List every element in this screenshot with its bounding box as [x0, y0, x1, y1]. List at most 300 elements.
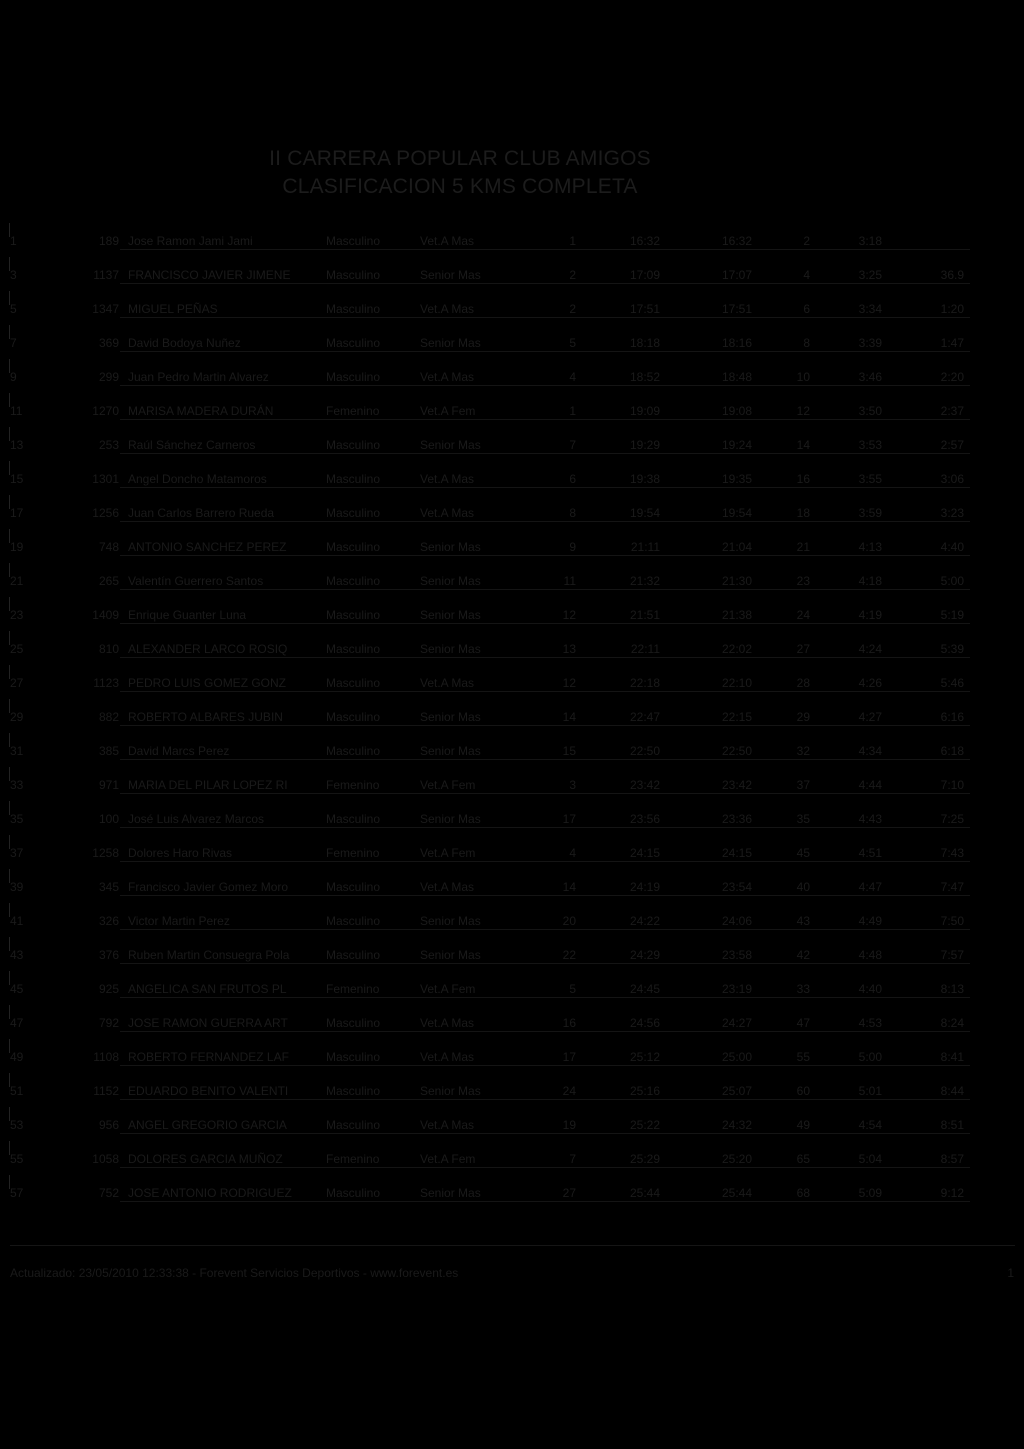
pace-cell: 3:18	[858, 234, 882, 248]
pace-cell: 4:24	[858, 642, 882, 656]
chip-time-cell: 21:30	[721, 574, 752, 588]
gender-position-cell: 29	[796, 710, 810, 724]
gender-cell: Masculino	[326, 1016, 381, 1030]
category-position-cell: 5	[569, 982, 576, 996]
gun-time-cell: 24:29	[629, 948, 660, 962]
gender-cell: Masculino	[326, 710, 381, 724]
pace-cell: 4:18	[858, 574, 882, 588]
gun-time-cell: 25:44	[629, 1186, 660, 1200]
category-cell: Vet.A Fem	[420, 778, 476, 792]
bib-number-cell: 882	[98, 710, 119, 724]
position-cell: 55	[10, 1152, 24, 1166]
table-row	[0, 631, 1024, 665]
chip-time-cell: 17:51	[721, 302, 752, 316]
category-position-cell: 15	[562, 744, 576, 758]
gender-cell: Masculino	[326, 1050, 381, 1064]
table-row	[0, 1175, 1024, 1209]
gender-position-cell: 45	[796, 846, 810, 860]
chip-time-cell: 22:50	[721, 744, 752, 758]
position-cell: 15	[10, 472, 24, 486]
chip-time-cell: 23:42	[721, 778, 752, 792]
table-row	[0, 1141, 1024, 1175]
bib-number-cell: 1058	[92, 1152, 119, 1166]
gun-time-cell: 25:12	[629, 1050, 660, 1064]
position-cell: 9	[10, 370, 17, 384]
category-position-cell: 4	[569, 846, 576, 860]
time-gap-cell: 5:39	[940, 642, 964, 656]
chip-time-cell: 24:27	[721, 1016, 752, 1030]
position-cell: 23	[10, 608, 24, 622]
chip-time-cell: 23:58	[721, 948, 752, 962]
time-gap-cell: 6:16	[940, 710, 964, 724]
gun-time-cell: 16:32	[629, 234, 660, 248]
chip-time-cell: 19:54	[721, 506, 752, 520]
time-gap-cell: 6:18	[940, 744, 964, 758]
pace-cell: 4:19	[858, 608, 882, 622]
table-row	[0, 427, 1024, 461]
time-gap-cell: 8:44	[940, 1084, 964, 1098]
gun-time-cell: 22:50	[629, 744, 660, 758]
bib-number-cell: 748	[98, 540, 119, 554]
chip-time-cell: 25:00	[721, 1050, 752, 1064]
category-position-cell: 5	[569, 336, 576, 350]
gender-position-cell: 16	[796, 472, 810, 486]
runner-name-cell: Juan Pedro Martin Alvarez	[128, 370, 269, 384]
chip-time-cell: 23:36	[721, 812, 752, 826]
gender-cell: Masculino	[326, 914, 381, 928]
time-gap-cell: 9:12	[940, 1186, 964, 1200]
gender-cell: Masculino	[326, 1084, 381, 1098]
gender-cell: Masculino	[326, 574, 381, 588]
gender-cell: Masculino	[326, 744, 381, 758]
gender-position-cell: 60	[796, 1084, 810, 1098]
runner-name-cell: MARIA DEL PILAR LOPEZ RI	[128, 778, 288, 792]
gender-cell: Masculino	[326, 812, 381, 826]
runner-name-cell: Victor Martin Perez	[128, 914, 230, 928]
time-gap-cell: 2:57	[940, 438, 964, 452]
runner-name-cell: PEDRO LUIS GOMEZ GONZ	[128, 676, 287, 690]
category-cell: Vet.A Mas	[420, 234, 475, 248]
gender-position-cell: 21	[796, 540, 810, 554]
pace-cell: 4:49	[858, 914, 882, 928]
position-cell: 31	[10, 744, 24, 758]
gender-cell: Masculino	[326, 506, 381, 520]
bib-number-cell: 752	[98, 1186, 119, 1200]
position-cell: 45	[10, 982, 24, 996]
time-gap-cell: 7:50	[940, 914, 964, 928]
gender-cell: Masculino	[326, 336, 381, 350]
gender-cell: Femenino	[326, 846, 380, 860]
pace-cell: 4:34	[858, 744, 882, 758]
table-row	[0, 325, 1024, 359]
gun-time-cell: 24:56	[629, 1016, 660, 1030]
runner-name-cell: JOSE ANTONIO RODRIGUEZ	[128, 1186, 292, 1200]
bib-number-cell: 253	[98, 438, 119, 452]
position-cell: 25	[10, 642, 24, 656]
gender-cell: Masculino	[326, 268, 381, 282]
table-row	[0, 1107, 1024, 1141]
position-cell: 51	[10, 1084, 24, 1098]
pace-cell: 4:43	[858, 812, 882, 826]
category-position-cell: 12	[562, 676, 576, 690]
position-cell: 11	[10, 404, 23, 418]
category-cell: Vet.A Fem	[420, 846, 476, 860]
bib-number-cell: 792	[98, 1016, 119, 1030]
category-cell: Senior Mas	[420, 268, 481, 282]
chip-time-cell: 19:24	[721, 438, 752, 452]
position-cell: 17	[10, 506, 24, 520]
pace-cell: 5:04	[858, 1152, 882, 1166]
category-cell: Senior Mas	[420, 1186, 481, 1200]
bib-number-cell: 1270	[92, 404, 119, 418]
category-position-cell: 6	[569, 472, 576, 486]
bib-number-cell: 925	[98, 982, 119, 996]
gender-position-cell: 33	[796, 982, 810, 996]
category-cell: Vet.A Mas	[420, 1016, 475, 1030]
gender-cell: Femenino	[326, 982, 380, 996]
gender-position-cell: 2	[803, 234, 810, 248]
category-position-cell: 7	[569, 1152, 576, 1166]
bib-number-cell: 189	[98, 234, 119, 248]
time-gap-cell: 1:20	[940, 302, 964, 316]
time-gap-cell: 8:57	[940, 1152, 964, 1166]
position-cell: 7	[10, 336, 17, 350]
gender-cell: Masculino	[326, 1118, 381, 1132]
runner-name-cell: DOLORES GARCIA MUÑOZ	[128, 1152, 283, 1166]
category-position-cell: 8	[569, 506, 576, 520]
gun-time-cell: 21:32	[629, 574, 660, 588]
pace-cell: 3:46	[858, 370, 882, 384]
category-cell: Senior Mas	[420, 608, 481, 622]
runner-name-cell: FRANCISCO JAVIER JIMENE	[128, 268, 291, 282]
runner-name-cell: ANGEL GREGORIO GARCIA	[128, 1118, 287, 1132]
category-cell: Vet.A Mas	[420, 472, 475, 486]
position-cell: 39	[10, 880, 24, 894]
category-position-cell: 11	[563, 574, 576, 588]
footer-updated: Actualizado: 23/05/2010 12:33:38 - Forevent Servicios Deportivos - www.forevent.es	[10, 1266, 459, 1280]
gender-cell: Masculino	[326, 608, 381, 622]
pace-cell: 3:25	[858, 268, 882, 282]
bib-number-cell: 810	[98, 642, 119, 656]
category-position-cell: 1	[569, 234, 576, 248]
runner-name-cell: JOSE RAMON GUERRA ART	[128, 1016, 288, 1030]
category-cell: Vet.A Mas	[420, 880, 475, 894]
bib-number-cell: 326	[98, 914, 119, 928]
gun-time-cell: 25:29	[629, 1152, 660, 1166]
time-gap-cell: 36.9	[940, 268, 964, 282]
position-cell: 49	[10, 1050, 24, 1064]
bib-number-cell: 1409	[92, 608, 119, 622]
gender-position-cell: 40	[796, 880, 810, 894]
category-cell: Vet.A Mas	[420, 506, 475, 520]
position-cell: 21	[10, 574, 24, 588]
page-subtitle: CLASIFICACION 5 KMS COMPLETA	[282, 175, 638, 198]
runner-name-cell: Valentín Guerrero Santos	[128, 574, 264, 588]
gun-time-cell: 17:51	[629, 302, 660, 316]
bib-number-cell: 1123	[93, 676, 119, 690]
pace-cell: 5:00	[858, 1050, 882, 1064]
category-position-cell: 20	[562, 914, 576, 928]
gun-time-cell: 22:11	[630, 642, 660, 656]
table-row	[0, 665, 1024, 699]
chip-time-cell: 23:54	[721, 880, 752, 894]
page-number: 1	[1007, 1266, 1014, 1280]
gender-position-cell: 42	[796, 948, 810, 962]
table-row	[0, 393, 1024, 427]
gun-time-cell: 18:52	[629, 370, 660, 384]
chip-time-cell: 23:19	[721, 982, 752, 996]
chip-time-cell: 16:32	[721, 234, 752, 248]
category-position-cell: 19	[562, 1118, 576, 1132]
time-gap-cell: 8:24	[940, 1016, 964, 1030]
category-cell: Senior Mas	[420, 574, 481, 588]
bib-number-cell: 265	[98, 574, 119, 588]
category-cell: Senior Mas	[420, 710, 481, 724]
chip-time-cell: 25:07	[721, 1084, 752, 1098]
gender-cell: Masculino	[326, 302, 381, 316]
table-row	[0, 1073, 1024, 1107]
gender-position-cell: 24	[796, 608, 810, 622]
table-row	[0, 937, 1024, 971]
bib-number-cell: 956	[98, 1118, 119, 1132]
runner-name-cell: ROBERTO FERNANDEZ LAF	[128, 1050, 289, 1064]
gender-position-cell: 37	[796, 778, 810, 792]
bib-number-cell: 971	[98, 778, 119, 792]
pace-cell: 4:40	[858, 982, 882, 996]
bib-number-cell: 1301	[92, 472, 119, 486]
category-cell: Senior Mas	[420, 948, 481, 962]
category-position-cell: 14	[562, 880, 576, 894]
table-row	[0, 767, 1024, 801]
pace-cell: 4:54	[858, 1118, 882, 1132]
gender-cell: Masculino	[326, 472, 381, 486]
gun-time-cell: 25:22	[629, 1118, 660, 1132]
time-gap-cell: 8:51	[940, 1118, 964, 1132]
time-gap-cell: 5:46	[940, 676, 964, 690]
position-cell: 19	[10, 540, 24, 554]
bib-number-cell: 1137	[93, 268, 119, 282]
pace-cell: 4:26	[858, 676, 882, 690]
pace-cell: 3:59	[858, 506, 882, 520]
position-cell: 1	[10, 234, 17, 248]
gender-position-cell: 6	[803, 302, 810, 316]
chip-time-cell: 24:06	[721, 914, 752, 928]
time-gap-cell: 7:10	[940, 778, 964, 792]
category-cell: Vet.A Mas	[420, 370, 475, 384]
chip-time-cell: 18:48	[721, 370, 752, 384]
category-cell: Senior Mas	[420, 812, 481, 826]
table-row	[0, 495, 1024, 529]
category-cell: Senior Mas	[420, 438, 481, 452]
category-cell: Vet.A Mas	[420, 1050, 475, 1064]
position-cell: 35	[10, 812, 24, 826]
category-position-cell: 9	[569, 540, 576, 554]
category-cell: Senior Mas	[420, 744, 481, 758]
runner-name-cell: Jose Ramon Jami Jami	[128, 234, 253, 248]
table-row	[0, 699, 1024, 733]
chip-time-cell: 24:32	[721, 1118, 752, 1132]
pace-cell: 4:47	[858, 880, 882, 894]
runner-name-cell: MARISA MADERA DURÁN	[128, 404, 274, 418]
pace-cell: 4:51	[858, 846, 882, 860]
runner-name-cell: Juan Carlos Barrero Rueda	[128, 506, 275, 520]
table-row	[0, 869, 1024, 903]
table-row	[0, 563, 1024, 597]
category-position-cell: 24	[562, 1084, 576, 1098]
runner-name-cell: Angel Doncho Matamoros	[128, 472, 267, 486]
gender-cell: Masculino	[326, 234, 381, 248]
time-gap-cell: 5:19	[940, 608, 964, 622]
gun-time-cell: 21:11	[630, 540, 660, 554]
time-gap-cell: 1:47	[940, 336, 964, 350]
footer-divider	[10, 1245, 1015, 1246]
gender-cell: Masculino	[326, 370, 381, 384]
category-position-cell: 14	[562, 710, 576, 724]
gender-position-cell: 68	[796, 1186, 810, 1200]
table-row	[0, 903, 1024, 937]
category-cell: Senior Mas	[420, 540, 481, 554]
gun-time-cell: 18:18	[629, 336, 660, 350]
gender-cell: Femenino	[326, 404, 380, 418]
time-gap-cell: 4:40	[940, 540, 964, 554]
category-position-cell: 2	[569, 302, 576, 316]
chip-time-cell: 25:44	[721, 1186, 752, 1200]
category-position-cell: 1	[569, 404, 576, 418]
position-cell: 27	[10, 676, 24, 690]
table-row	[0, 971, 1024, 1005]
position-cell: 43	[10, 948, 24, 962]
gender-position-cell: 14	[796, 438, 810, 452]
gun-time-cell: 21:51	[629, 608, 660, 622]
runner-name-cell: Enrique Guanter Luna	[128, 608, 247, 622]
gender-cell: Masculino	[326, 642, 381, 656]
bib-number-cell: 100	[98, 812, 119, 826]
bib-number-cell: 299	[98, 370, 119, 384]
category-position-cell: 13	[562, 642, 576, 656]
position-cell: 47	[10, 1016, 24, 1030]
runner-name-cell: Ruben Martin Consuegra Pola	[128, 948, 290, 962]
category-position-cell: 22	[562, 948, 576, 962]
results-table	[0, 223, 1024, 1209]
table-row	[0, 801, 1024, 835]
runner-name-cell: Francisco Javier Gomez Moro	[128, 880, 289, 894]
gender-cell: Femenino	[326, 778, 380, 792]
position-cell: 57	[10, 1186, 24, 1200]
gun-time-cell: 24:22	[629, 914, 660, 928]
category-position-cell: 4	[569, 370, 576, 384]
time-gap-cell: 7:47	[940, 880, 964, 894]
gender-cell: Masculino	[326, 1186, 381, 1200]
pace-cell: 3:50	[858, 404, 882, 418]
bib-number-cell: 1152	[93, 1084, 119, 1098]
runner-name-cell: Raúl Sánchez Carneros	[128, 438, 256, 452]
gender-cell: Femenino	[326, 1152, 380, 1166]
category-cell: Senior Mas	[420, 914, 481, 928]
gender-position-cell: 12	[796, 404, 810, 418]
gun-time-cell: 25:16	[629, 1084, 660, 1098]
gender-cell: Masculino	[326, 540, 381, 554]
gender-position-cell: 49	[796, 1118, 810, 1132]
pace-cell: 4:53	[858, 1016, 882, 1030]
position-cell: 3	[10, 268, 17, 282]
bib-number-cell: 345	[98, 880, 119, 894]
gender-position-cell: 18	[796, 506, 810, 520]
time-gap-cell: 7:57	[940, 948, 964, 962]
runner-name-cell: ROBERTO ALBARES JUBIN	[128, 710, 283, 724]
gun-time-cell: 19:29	[629, 438, 660, 452]
bib-number-cell: 1108	[93, 1050, 119, 1064]
chip-time-cell: 21:38	[721, 608, 752, 622]
gender-position-cell: 32	[796, 744, 810, 758]
position-cell: 29	[10, 710, 24, 724]
category-cell: Vet.A Mas	[420, 302, 475, 316]
runner-name-cell: Dolores Haro Rivas	[128, 846, 233, 860]
category-position-cell: 17	[562, 1050, 576, 1064]
chip-time-cell: 19:35	[721, 472, 752, 486]
pace-cell: 5:09	[858, 1186, 882, 1200]
pace-cell: 3:34	[858, 302, 882, 316]
time-gap-cell: 7:25	[940, 812, 964, 826]
gun-time-cell: 19:54	[629, 506, 660, 520]
chip-time-cell: 21:04	[721, 540, 752, 554]
page-title: II CARRERA POPULAR CLUB AMIGOS	[269, 147, 651, 170]
table-row	[0, 291, 1024, 325]
chip-time-cell: 22:02	[721, 642, 752, 656]
gun-time-cell: 19:09	[629, 404, 660, 418]
position-cell: 5	[10, 302, 17, 316]
position-cell: 53	[10, 1118, 24, 1132]
gun-time-cell: 19:38	[629, 472, 660, 486]
gender-cell: Masculino	[326, 880, 381, 894]
pace-cell: 5:01	[858, 1084, 882, 1098]
bib-number-cell: 376	[98, 948, 119, 962]
gender-position-cell: 55	[796, 1050, 810, 1064]
time-gap-cell: 3:06	[940, 472, 964, 486]
table-row	[0, 597, 1024, 631]
bib-number-cell: 1347	[92, 302, 119, 316]
table-row	[0, 733, 1024, 767]
category-cell: Vet.A Fem	[420, 982, 476, 996]
gender-position-cell: 47	[796, 1016, 810, 1030]
runner-name-cell: EDUARDO BENITO VALENTI	[128, 1084, 289, 1098]
runner-name-cell: David Marcs Perez	[128, 744, 230, 758]
pace-cell: 4:27	[858, 710, 882, 724]
category-cell: Vet.A Fem	[420, 1152, 476, 1166]
runner-name-cell: ANTONIO SANCHEZ PEREZ	[128, 540, 287, 554]
table-row	[0, 257, 1024, 291]
position-cell: 41	[10, 914, 24, 928]
category-position-cell: 2	[569, 268, 576, 282]
gun-time-cell: 23:42	[629, 778, 660, 792]
gun-time-cell: 22:18	[629, 676, 660, 690]
table-row	[0, 461, 1024, 495]
chip-time-cell: 24:15	[721, 846, 752, 860]
chip-time-cell: 25:20	[721, 1152, 752, 1166]
chip-time-cell: 22:10	[721, 676, 752, 690]
category-cell: Senior Mas	[420, 1084, 481, 1098]
chip-time-cell: 17:07	[721, 268, 752, 282]
gun-time-cell: 24:15	[629, 846, 660, 860]
gender-position-cell: 27	[796, 642, 810, 656]
gun-time-cell: 24:45	[629, 982, 660, 996]
position-cell: 37	[10, 846, 24, 860]
pace-cell: 3:55	[858, 472, 882, 486]
category-position-cell: 12	[562, 608, 576, 622]
chip-time-cell: 18:16	[721, 336, 752, 350]
bib-number-cell: 1258	[92, 846, 119, 860]
time-gap-cell: 3:23	[940, 506, 964, 520]
bib-number-cell: 369	[98, 336, 119, 350]
